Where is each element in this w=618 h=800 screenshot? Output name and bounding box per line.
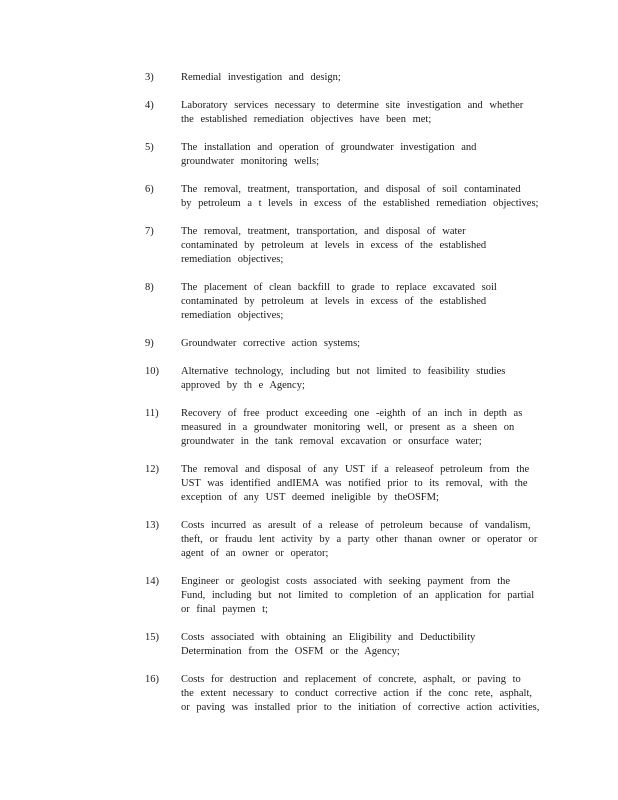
text-line: remediation objectives;	[181, 310, 284, 321]
text-line: The placement of clean backfill to grade to replace excavated soil	[181, 282, 497, 293]
text-line: The installation and operation of groundwater investigation and	[181, 142, 477, 153]
text-line: Costs incurred as aresult of a release of petroleum because of vandalism,	[181, 520, 531, 531]
list-item	[145, 183, 545, 211]
list-item	[145, 519, 545, 561]
list-item	[145, 99, 545, 127]
list-item	[145, 407, 545, 449]
text-line: The removal and disposal of any UST if a releaseof petroleum from the	[181, 464, 530, 475]
text-line: by petroleum a t levels in excess of the established remediation objectives;	[181, 198, 539, 209]
list-item-text	[181, 463, 533, 505]
text-line: groundwater monitoring wells;	[181, 156, 320, 167]
list-item-number: 4)	[145, 100, 154, 111]
list-item-number: 14)	[145, 576, 159, 587]
list-item	[145, 673, 545, 715]
text-line: contaminated by petroleum at levels in excess of the established	[181, 296, 487, 307]
list-item	[145, 141, 545, 169]
list-item	[145, 225, 545, 267]
text-line: Recovery of free product exceeding one -eighth of an inch in depth as	[181, 408, 523, 419]
text-line: Laboratory services necessary to determine site investigation and whether	[181, 100, 524, 111]
list-item-text	[181, 519, 538, 561]
list-item-number: 11)	[145, 408, 159, 419]
list-item-text	[181, 183, 539, 211]
text-line: Determination from the OSFM or the Agency;	[181, 646, 400, 657]
list-item-number: 8)	[145, 282, 154, 293]
list-item-number: 7)	[145, 226, 154, 237]
numbered-list	[145, 71, 545, 729]
text-line: measured in a groundwater monitoring well, or present as a sheen on	[181, 422, 515, 433]
text-line: the extent necessary to conduct corrective action if the conc rete, asphalt,	[181, 688, 532, 699]
text-line: approved by th e Agency;	[181, 380, 305, 391]
text-line: The removal, treatment, transportation, and disposal of soil contaminated	[181, 184, 521, 195]
list-item-text	[181, 673, 540, 715]
text-line: remediation objectives;	[181, 254, 284, 265]
list-item-number: 12)	[145, 464, 159, 475]
list-item-text	[181, 141, 533, 169]
list-item-number: 5)	[145, 142, 154, 153]
list-item-text	[181, 71, 533, 85]
text-line: the established remediation objectives have been met;	[181, 114, 432, 125]
text-line: or final paymen t;	[181, 604, 268, 615]
text-line: contaminated by petroleum at levels in excess of the established	[181, 240, 487, 251]
list-item	[145, 575, 545, 617]
list-item	[145, 631, 545, 659]
list-item-text	[181, 337, 533, 351]
list-item-number: 13)	[145, 520, 159, 531]
list-item-text	[181, 225, 533, 267]
text-line: Costs for destruction and replacement of concrete, asphalt, or paving to	[181, 674, 521, 685]
list-item-number: 16)	[145, 674, 159, 685]
text-line: Costs associated with obtaining an Eligibility and Deductibility	[181, 632, 476, 643]
list-item-number: 6)	[145, 184, 154, 195]
list-item-number: 15)	[145, 632, 159, 643]
text-line: Alternative technology, including but not limited to feasibility studies	[181, 366, 506, 377]
text-line: Remedial investigation and design;	[181, 72, 341, 83]
list-item-text	[181, 99, 533, 127]
text-line: UST was identified andIEMA was notified prior to its removal, with the	[181, 478, 528, 489]
list-item-text	[181, 281, 533, 323]
text-line: agent of an owner or operator;	[181, 548, 329, 559]
list-item	[145, 337, 545, 351]
list-item-text	[181, 575, 533, 617]
list-item-number: 10)	[145, 366, 159, 377]
text-line: Engineer or geologist costs associated with seeking payment from the	[181, 576, 511, 587]
list-item-text	[181, 407, 533, 449]
list-item-text	[181, 631, 533, 659]
list-item	[145, 281, 545, 323]
list-item	[145, 365, 545, 393]
text-line: Groundwater corrective action systems;	[181, 338, 361, 349]
text-line: groundwater in the tank removal excavation or onsurface water;	[181, 436, 482, 447]
text-line: exception of any UST deemed ineligible by theOSFM;	[181, 492, 439, 503]
text-line: Fund, including but not limited to completion of an application for partial	[181, 590, 535, 601]
list-item	[145, 463, 545, 505]
list-item	[145, 71, 545, 85]
text-line: or paving was installed prior to the initiation of corrective action activities,	[181, 702, 540, 713]
list-item-number: 9)	[145, 338, 154, 349]
list-item-text	[181, 365, 533, 393]
text-line: theft, or fraudu lent activity by a party other thanan owner or operator or	[181, 534, 538, 545]
list-item-number: 3)	[145, 72, 154, 83]
text-line: The removal, treatment, transportation, and disposal of water	[181, 226, 466, 237]
